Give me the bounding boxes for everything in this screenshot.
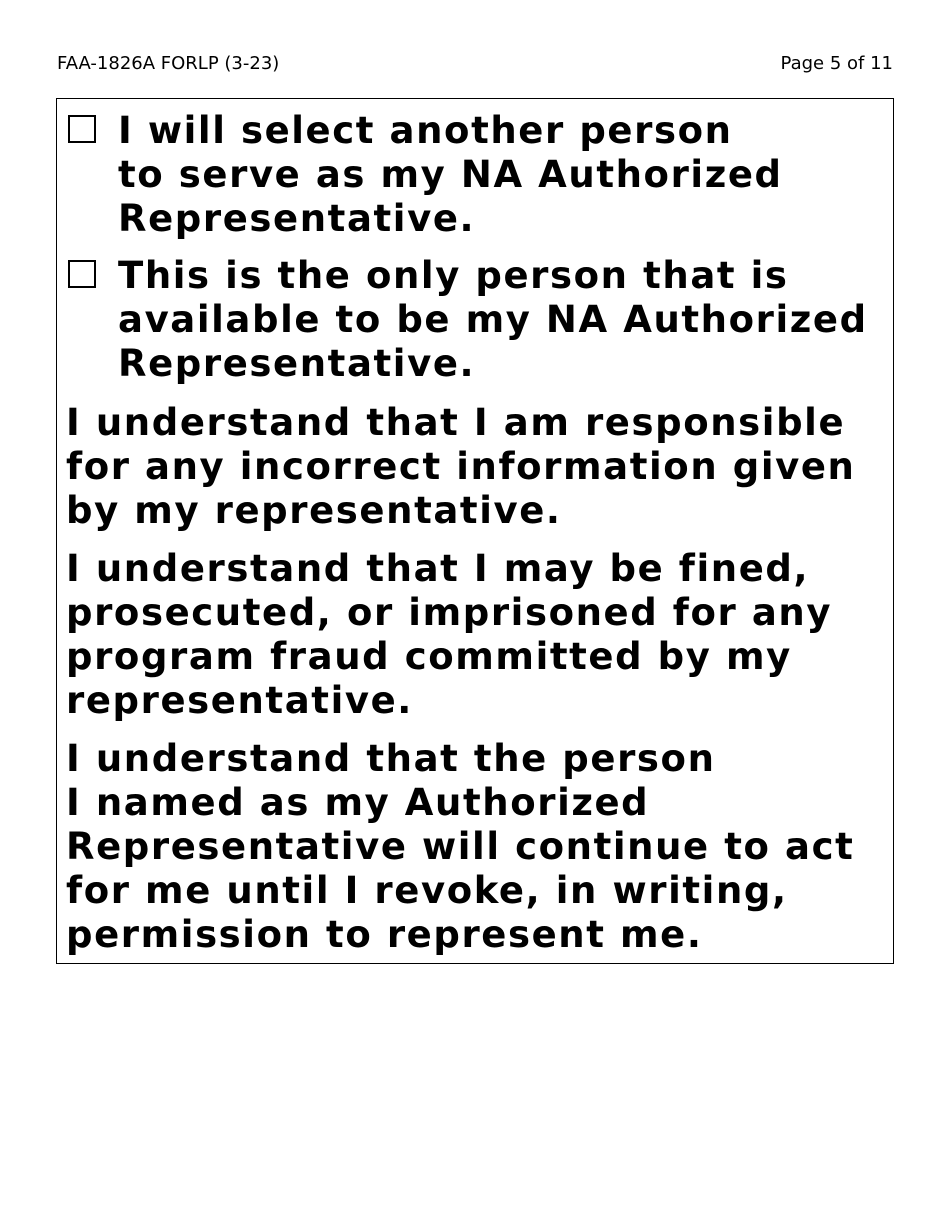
page-number: Page 5 of 11	[780, 53, 893, 74]
form-box	[56, 98, 894, 964]
page-header	[57, 52, 893, 76]
form-id: FAA-1826A FORLP (3-23)	[57, 53, 280, 74]
option-line: Representative.	[118, 197, 476, 240]
statement-fined-prosecuted	[66, 547, 832, 723]
option-line: This is the only person that is	[118, 254, 789, 297]
statement-line: I understand that I may be fined,	[66, 547, 810, 590]
statement-line: I named as my Authorized	[66, 781, 650, 824]
statement-line: for any incorrect information given	[66, 445, 856, 488]
statement-line: by my representative.	[66, 489, 562, 532]
option-line: I will select another person	[118, 109, 733, 152]
statement-line: I understand that I am responsible	[66, 401, 846, 444]
statement-line: representative.	[66, 679, 413, 722]
statement-line: Representative will continue to act	[66, 825, 855, 868]
statement-line: program fraud committed by my	[66, 635, 792, 678]
option-line: Representative.	[118, 342, 476, 385]
option-line: available to be my NA Authorized	[118, 298, 868, 341]
statement-line: for me until I revoke, in writing,	[66, 869, 788, 912]
statement-line: I understand that the person	[66, 737, 716, 780]
statement-representative-continues	[66, 737, 854, 957]
option-only-available-person	[118, 254, 868, 386]
option-select-another-person	[118, 109, 783, 241]
statement-line: permission to represent me.	[66, 913, 703, 956]
statement-line: prosecuted, or imprisoned for any	[66, 591, 833, 634]
checkbox-select-another-person[interactable]	[68, 115, 96, 143]
statement-responsible-incorrect-info	[66, 401, 855, 533]
checkbox-only-available-person[interactable]	[68, 260, 96, 288]
option-line: to serve as my NA Authorized	[118, 153, 783, 196]
